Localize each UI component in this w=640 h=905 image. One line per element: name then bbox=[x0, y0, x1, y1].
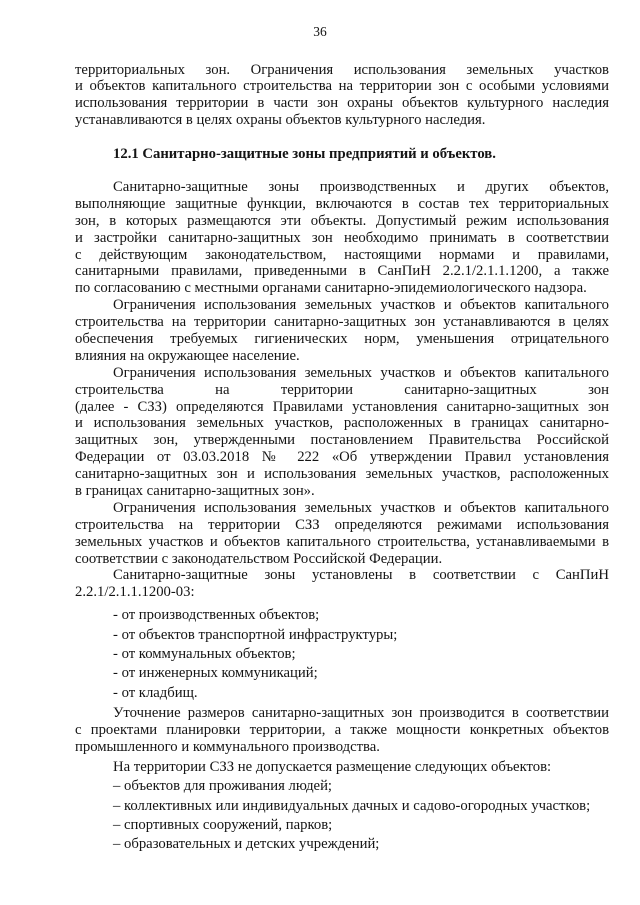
paragraph-line: использования территории в части зон охраны объектов культурного наследия bbox=[75, 95, 609, 112]
paragraph-line: (далее - СЗЗ) определяются Правилами установления санитарно-защитных зон bbox=[75, 398, 609, 415]
paragraph-line: Ограничения использования земельных участков и объектов капитального bbox=[113, 297, 609, 314]
paragraph-line: Ограничения использования земельных участков и объектов капитального bbox=[113, 499, 609, 516]
paragraph bbox=[75, 705, 609, 756]
paragraph-line: санитарно-защитных зон и использования земельных участков, расположенных bbox=[75, 466, 609, 483]
zone-sources-list bbox=[75, 606, 609, 703]
paragraph-line: строительства на территории СЗЗ определяются режимами использования bbox=[75, 516, 609, 533]
list-item: - от кладбищ. bbox=[113, 684, 198, 701]
paragraph-line: с проектами планировки территории, а также мощности конкретных объектов bbox=[75, 722, 609, 739]
text-body bbox=[75, 62, 609, 855]
paragraph-line: территориальных зон. Ограничения использования земельных участков bbox=[75, 61, 609, 78]
paragraph-line: промышленного и коммунального производства. bbox=[75, 738, 380, 755]
paragraph-line: земельных участков и объектов капитального строительства, устанавливаемыми в bbox=[75, 533, 609, 550]
paragraph bbox=[75, 365, 609, 500]
list-item: – коллективных или индивидуальных дачных и садово-огородных участков; bbox=[113, 797, 591, 814]
section-heading: 12.1 Санитарно-защитные зоны предприятий и объектов. bbox=[113, 145, 496, 162]
paragraph-line: Федерации от 03.03.2018 № 222 «Об утверждении Правил установления bbox=[75, 449, 609, 466]
list-item: - от производственных объектов; bbox=[113, 607, 320, 624]
list-item: - от объектов транспортной инфраструктуры; bbox=[113, 626, 398, 643]
paragraph-line: строительства на территории санитарно-защитных зон bbox=[75, 381, 609, 398]
paragraph bbox=[75, 297, 609, 365]
paragraph-line: Санитарно-защитные зоны установлены в соответствии с СанПиН bbox=[113, 567, 609, 584]
paragraph-line: обеспечения требуемых гигиенических норм, уменьшения отрицательного bbox=[75, 330, 609, 347]
list-item: - от коммунальных объектов; bbox=[113, 646, 296, 662]
list-item: – спортивных сооружений, парков; bbox=[113, 816, 333, 833]
paragraph-line: Ограничения использования земельных участков и объектов капитального bbox=[113, 364, 609, 381]
paragraph-line: в границах санитарно-защитных зон». bbox=[75, 482, 315, 499]
paragraph-line: зон, в которых размещаются эти объекты. Допустимый режим использования bbox=[75, 212, 609, 229]
paragraph-line: влияния на окружающее население. bbox=[75, 347, 300, 364]
prohibited-objects-list bbox=[75, 777, 609, 854]
paragraph bbox=[75, 567, 609, 601]
paragraph bbox=[75, 179, 609, 297]
paragraph-line: строительства на территории санитарно-защитных зон устанавливаются в целях bbox=[75, 314, 609, 331]
page-number: 36 bbox=[313, 24, 327, 39]
paragraph-line: соответствии с законодательством Российской Федерации. bbox=[75, 550, 443, 567]
paragraph-line: с действующим законодательством, настоящими нормами и правилами, bbox=[75, 246, 609, 263]
paragraph-line: и использования земельных участков, расположенных в границах санитарно- bbox=[75, 415, 609, 432]
paragraph-line: по согласованию с местными органами санитарно-эпидемиологического надзора. bbox=[75, 280, 587, 297]
paragraph-line: выполняющие защитные функции, включаются в состав тех территориальных bbox=[75, 195, 609, 212]
paragraph-line: санитарными правилами, приведенными в СанПиН 2.2.1/2.1.1.1200, а также bbox=[75, 263, 609, 280]
paragraph-line: и объектов капитального строительства на территории зон с особыми условиями bbox=[75, 78, 609, 95]
paragraph-line: Уточнение размеров санитарно-защитных зон производится в соответствии bbox=[113, 705, 609, 722]
list-item: – образовательных и детских учреждений; bbox=[113, 836, 380, 853]
paragraph-line: Санитарно-защитные зоны производственных и других объектов, bbox=[113, 178, 609, 195]
continued-paragraph bbox=[75, 62, 609, 130]
list-item: – объектов для проживания людей; bbox=[113, 778, 333, 795]
paragraph-line: На территории СЗЗ не допускается размещение следующих объектов: bbox=[113, 759, 552, 776]
paragraph-line: и застройки санитарно-защитных зон необходимо принимать в соответствии bbox=[75, 229, 609, 246]
paragraph bbox=[75, 500, 609, 568]
paragraph-line: 2.2.1/2.1.1.1200-03: bbox=[75, 584, 195, 601]
list-item: - от инженерных коммуникаций; bbox=[113, 665, 318, 682]
paragraph-line: устанавливаются в целях охраны объектов культурного наследия. bbox=[75, 112, 486, 129]
paragraph-line: защитных зон, утвержденными постановлением Правительства Российской bbox=[75, 432, 609, 449]
